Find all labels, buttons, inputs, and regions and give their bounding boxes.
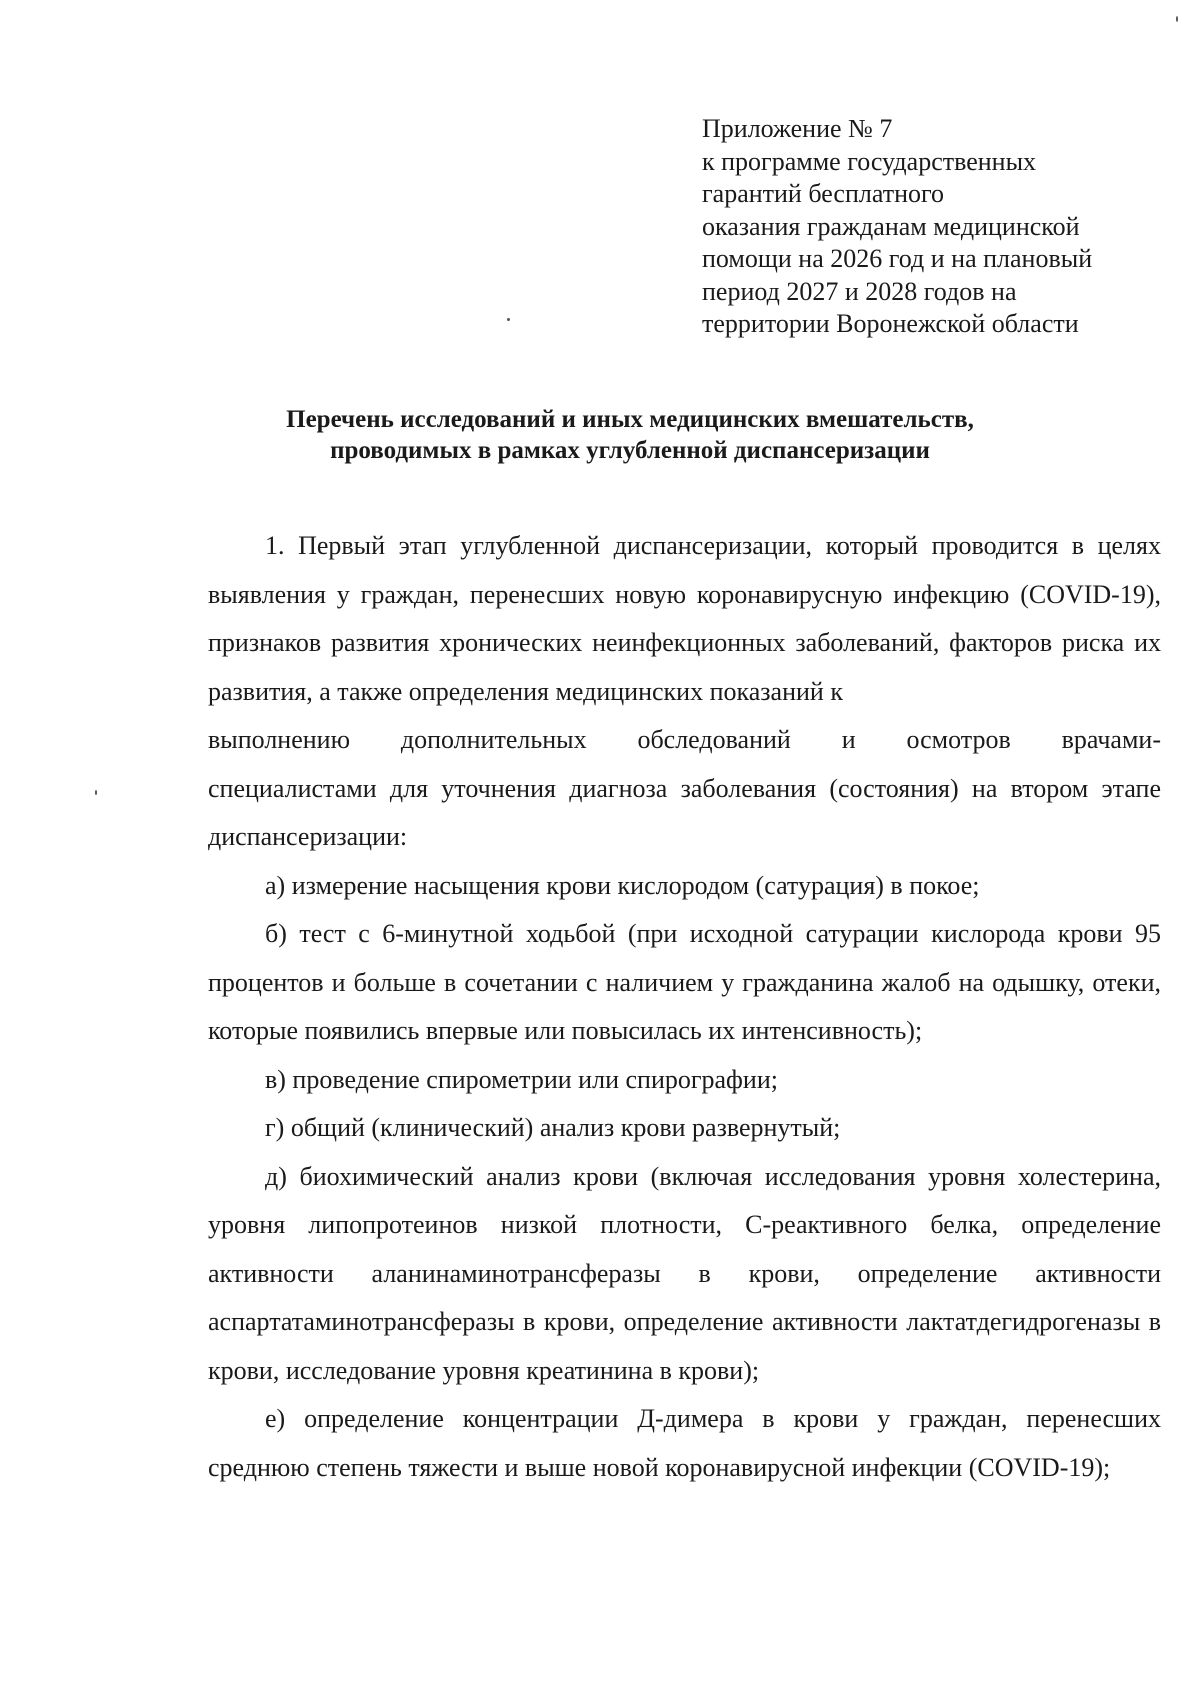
document-title <box>200 404 1060 466</box>
appendix-line: помощи на 2026 год и на плановый <box>702 244 1093 273</box>
appendix-line: период 2027 и 2028 годов на <box>702 276 1017 306</box>
list-item-a: а) измерение насыщения крови кислородом (сатурация) в покое; <box>265 870 980 900</box>
list-item-v: в) проведение спирометрии или спирографии; <box>265 1064 778 1094</box>
title-line-2: проводимых в рамках углубленной диспансеризации <box>330 437 930 464</box>
appendix-line: территории Воронежской области <box>702 309 1079 338</box>
list-item-b: б) тест с 6-минутной ходьбой (при исходной сатурации кислорода крови 95 процентов и больше в сочетании с наличием у гражданина жалоб на одышку, отеки, которые появились впервые или повысилась их интенсивность); <box>208 919 1161 1045</box>
appendix-line: к программе государственных <box>702 146 1037 176</box>
appendix-header <box>702 113 1172 341</box>
document-body <box>208 522 1161 1492</box>
paragraph-stage-one-justified-line: выполнению дополнительных обследований и осмотров врачами- <box>208 725 1161 754</box>
paragraph-stage-one <box>208 522 1161 862</box>
scan-speck <box>507 318 510 321</box>
list-item-d: д) биохимический анализ крови (включая исследования уровня холестерина, уровня липопротеинов низкой плотности, С-реактивного белка, определение активности аланинаминотрансферазы в крови, определение активности аспартатаминотрансферазы в крови, определение активности лактатдегидрогеназы в крови, исследование уровня креатинина в крови); <box>208 1161 1161 1385</box>
list-item-e: е) определение концентрации Д-димера в крови у граждан, перенесших среднюю степень тяжести и выше новой коронавирусной инфекции (COVID-19); <box>208 1404 1161 1482</box>
appendix-line: Приложение № 7 <box>702 114 893 143</box>
paragraph-stage-one-tail: специалистами для уточнения диагноза заболевания (состояния) на втором этапе диспансеризации: <box>208 773 1161 851</box>
paragraph-stage-one-intro: 1. Первый этап углубленной диспансеризации, который проводится в целях выявления у граждан, перенесших новую коронавирусную инфекцию (COVID-19), признаков развития хронических неинфекционных заболеваний, факторов риска их развития, а также определения медицинских показаний к <box>208 531 1161 706</box>
appendix-line: гарантий бесплатного <box>702 179 945 208</box>
scan-speck <box>1176 16 1178 22</box>
list-item-g: г) общий (клинический) анализ крови развернутый; <box>265 1113 841 1142</box>
title-line-1: Перечень исследований и иных медицинских вмешательств, <box>286 406 974 433</box>
scan-speck <box>95 790 97 795</box>
appendix-line: оказания гражданам медицинской <box>702 211 1080 241</box>
